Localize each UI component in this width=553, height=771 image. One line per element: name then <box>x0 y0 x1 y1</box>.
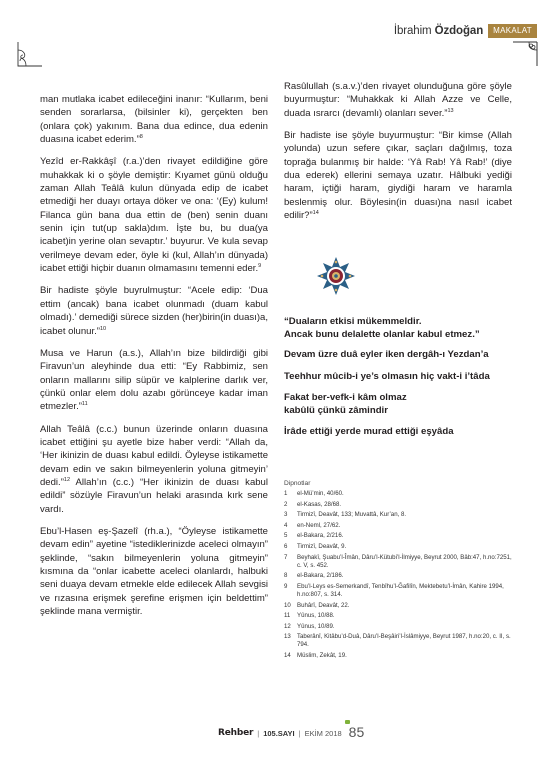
footnote-item <box>284 583 516 599</box>
issue-date: EKİM 2018 <box>304 728 342 738</box>
footnote-item <box>284 511 516 519</box>
verse-line: Teehhur mûcib-i ye’s olmasın hiç vakt-i i’tâda <box>284 370 490 382</box>
footnote-item <box>284 554 516 570</box>
footnote-number: 2 <box>284 500 288 508</box>
footnotes <box>284 480 516 663</box>
ornamental-medallion-icon <box>316 256 356 296</box>
footnote-item <box>284 602 516 610</box>
footnote-number: 5 <box>284 532 288 540</box>
footnote-number: 12 <box>284 622 291 630</box>
footnote-text: Buhârî, Deavât, 22. <box>297 601 350 609</box>
footnote-item <box>284 490 516 498</box>
footnote-number: 11 <box>284 612 291 620</box>
corner-ornament-icon <box>509 40 539 68</box>
footnote-item <box>284 501 516 509</box>
page-header <box>394 22 537 40</box>
divider: | <box>257 728 260 738</box>
footnote-text: el-Mü’min, 40/60. <box>297 490 344 497</box>
author-name: İbrahim Özdoğan <box>393 25 484 37</box>
footnote-item <box>284 532 516 540</box>
footnote-text: Taberânî, Kitâbu’d-Duâ, Dâru’l-Beşâiri’l-İslâmiyye, Beyrut 1987, h.no:20, c. II, s. 794. <box>297 633 511 649</box>
page-number: 85 <box>349 724 365 740</box>
footnote-text: Tirmizî, Deavât, 9. <box>297 542 347 550</box>
verse-quote <box>284 315 512 446</box>
paragraph: Yezîd er-Rakkâşî (r.a.)’den rivayet edildiğine göre muhakkak ki o şöyle demiştir: Kıyamet günü olduğu zaman Allah Teâlâ kulun dünyada edip de icabet etmediği her duayı ortaya döker ve ona: ‘(Ey) kulum! Filanca gün bana dua ettin de (ben) senin duanı senin için tut(up sakla)dım. İşte bu, bu dua(ya icabet)in yerine olan sevaptır.’ buyurur. Ve kula sevap verilmeye devam eder, öyle ki (kul, Allah’ın dünyada) icabet ettiği hiçbir duanın olmamasını temenni eder.$^9$ <box>40 156 268 275</box>
verse-line: İrâde ettiği yerde murad ettiği eşyâda <box>284 426 454 438</box>
footnote-text: Müslim, Zekât, 19. <box>297 652 347 659</box>
verse-line: Fakat ber-vefk-i kâm olmaz kabûlü çünkü zâmindir <box>284 391 407 417</box>
paragraph: Allah Teâlâ (c.c.) bunun üzerinde onların duasına icabet ettiğini şu ayetle bize haber verdi: “Allah da, ‘Her ikinizin de duası kabul edildi. Öyleyse istikamette devam edin ve sakın bilmeyenlerin yoluna gitmeyin’ dedi.”$^{12}$ Allah’ın (c.c.) “Her ikinizin de duası kabul edildi” sözüyle Firavun’un helaki arasında kırk sene vardı. <box>40 423 268 515</box>
page-footer <box>218 724 364 742</box>
footnote-item <box>284 543 516 551</box>
footnote-number: 4 <box>284 521 288 529</box>
section-tag: MAKALAT <box>488 24 537 38</box>
footnote-list <box>284 490 516 660</box>
footnote-item <box>284 652 516 660</box>
paragraph: Bir hadiste ise şöyle buyurmuştur: “Bir kimse (Allah yolunda) uzun sefere çıkar, saçları dağılmış, toza toprağa bulanmış bir halde: ‘Yâ Rab! Yâ Rab!’ (diye dua ederek) ellerini semaya uzatır. Hâlbuki yediği haram, içtiği haram, giydiği haram ve haramla beslenmiş olur. Böylesin(in duası)na nasıl icabet edilir?”$^{14}$ <box>284 130 512 222</box>
footnotes-title: Dipnotlar <box>284 480 311 487</box>
footnote-item <box>284 572 516 580</box>
footnote-number: 9 <box>284 582 288 590</box>
footnote-number: 6 <box>284 542 288 550</box>
footnote-text: Ebu’l-Leys es-Semerkandî, Tenbîhu’l-Ğafilîn, Mektebetu’l-İmân, Kahire 1994, h.no:807, s. 314. <box>297 582 504 598</box>
footnote-item <box>284 633 516 649</box>
footnote-item <box>284 522 516 530</box>
corner-flourish-icon <box>16 40 46 68</box>
verse-line: Devam üzre duâ eyler iken dergâh-ı Yezdan’a <box>284 349 489 361</box>
paragraph: Bir hadiste şöyle buyrulmuştur: “Acele edip: ‘Dua ettim (ancak) bana icabet olunmadı (duam kabul olmadı).’ demediği sürece sizden (her)birin(in duası)a, icabet olunur.”$^{10}$ <box>40 285 268 337</box>
paragraph: Musa ve Harun (a.s.), Allah’ın bize bildirdiği gibi Firavun’un aleyhinde dua etti: “Ey Rabbimiz, sen onların mallarını silip süpür ve kalplerine darlık ver, çünkü onlar elem dolu azabı görünceye kadar iman etmezler.”$^{11}$ <box>40 347 268 413</box>
divider: | <box>298 728 301 738</box>
paragraph: Rasûlullah (s.a.v.)’den rivayet olunduğuna göre şöyle buyurmuştur: “Muhakkak ki Allah Azze ve Celle, duada ısrarcı (devamlı) olanları sever.”$^{13}$ <box>284 81 512 119</box>
footnote-item <box>284 623 516 631</box>
paragraph: Ebu’l-Hasen eş-Şazelî (rh.a.), “Öyleyse istikamette devam edin” ayetine “istediklerinizde aceleci olmayın” şeklinde, “sakın bilmeyenlerin yoluna gitmeyin” kısmına da “onlar icabette aceleci olanlardı, halbuki seni duaya devam etmekle elde edilecek Allah sevgisi ve rızasına erişmek şerefine erişmen için beldettim” şeklinde mana vermiştir. <box>40 525 268 618</box>
footnote-text: en-Neml, 27/62. <box>297 521 341 529</box>
footnote-text: Tirmizî, Deavât, 133; Muvattâ, Kur’an, 8. <box>297 511 407 519</box>
left-column <box>40 93 268 627</box>
paragraph: man mutlaka icabet edileceğini inanır: “Kullarım, beni senden sorarlarsa, (bilsinler ki), gerçekten ben (onlara çok) yakınım. Bana dua edince, dua edenin duasına icabet ederim.”$^8$ <box>40 94 268 146</box>
footnote-number: 8 <box>284 572 288 580</box>
footnote-item <box>284 612 516 620</box>
footnote-text: Yûnus, 10/89. <box>297 622 335 630</box>
footnote-number: 3 <box>284 511 288 519</box>
footnote-number: 14 <box>284 652 291 659</box>
footnote-text: el-Bakara, 2/186. <box>297 572 344 580</box>
footnote-number: 10 <box>284 601 291 609</box>
issue-number: 105.SAYI <box>263 728 295 738</box>
footnote-text: el-Bakara, 2/216. <box>297 532 344 540</box>
page-dot-icon <box>345 720 350 724</box>
footnote-number: 1 <box>284 490 288 497</box>
magazine-logo: Rehber <box>218 728 254 738</box>
right-column <box>284 80 512 231</box>
footnote-number: 13 <box>284 633 291 641</box>
footnote-text: Beyhakî, Şuabu’l-Îmân, Dâru’l-Kütubi’l-İlmiyye, Beyrut 2000, Bâb:47, h.no:7251, c. V, s. 452. <box>297 553 512 569</box>
footnote-text: Yûnus, 10/88. <box>297 612 335 620</box>
quote-intro: “Duaların etkisi mükemmeldir. Ancak bunu delalette olanlar kabul etmez.” <box>284 316 480 341</box>
footnote-text: el-Kasas, 28/68. <box>297 500 342 508</box>
footnote-number: 7 <box>284 553 288 561</box>
